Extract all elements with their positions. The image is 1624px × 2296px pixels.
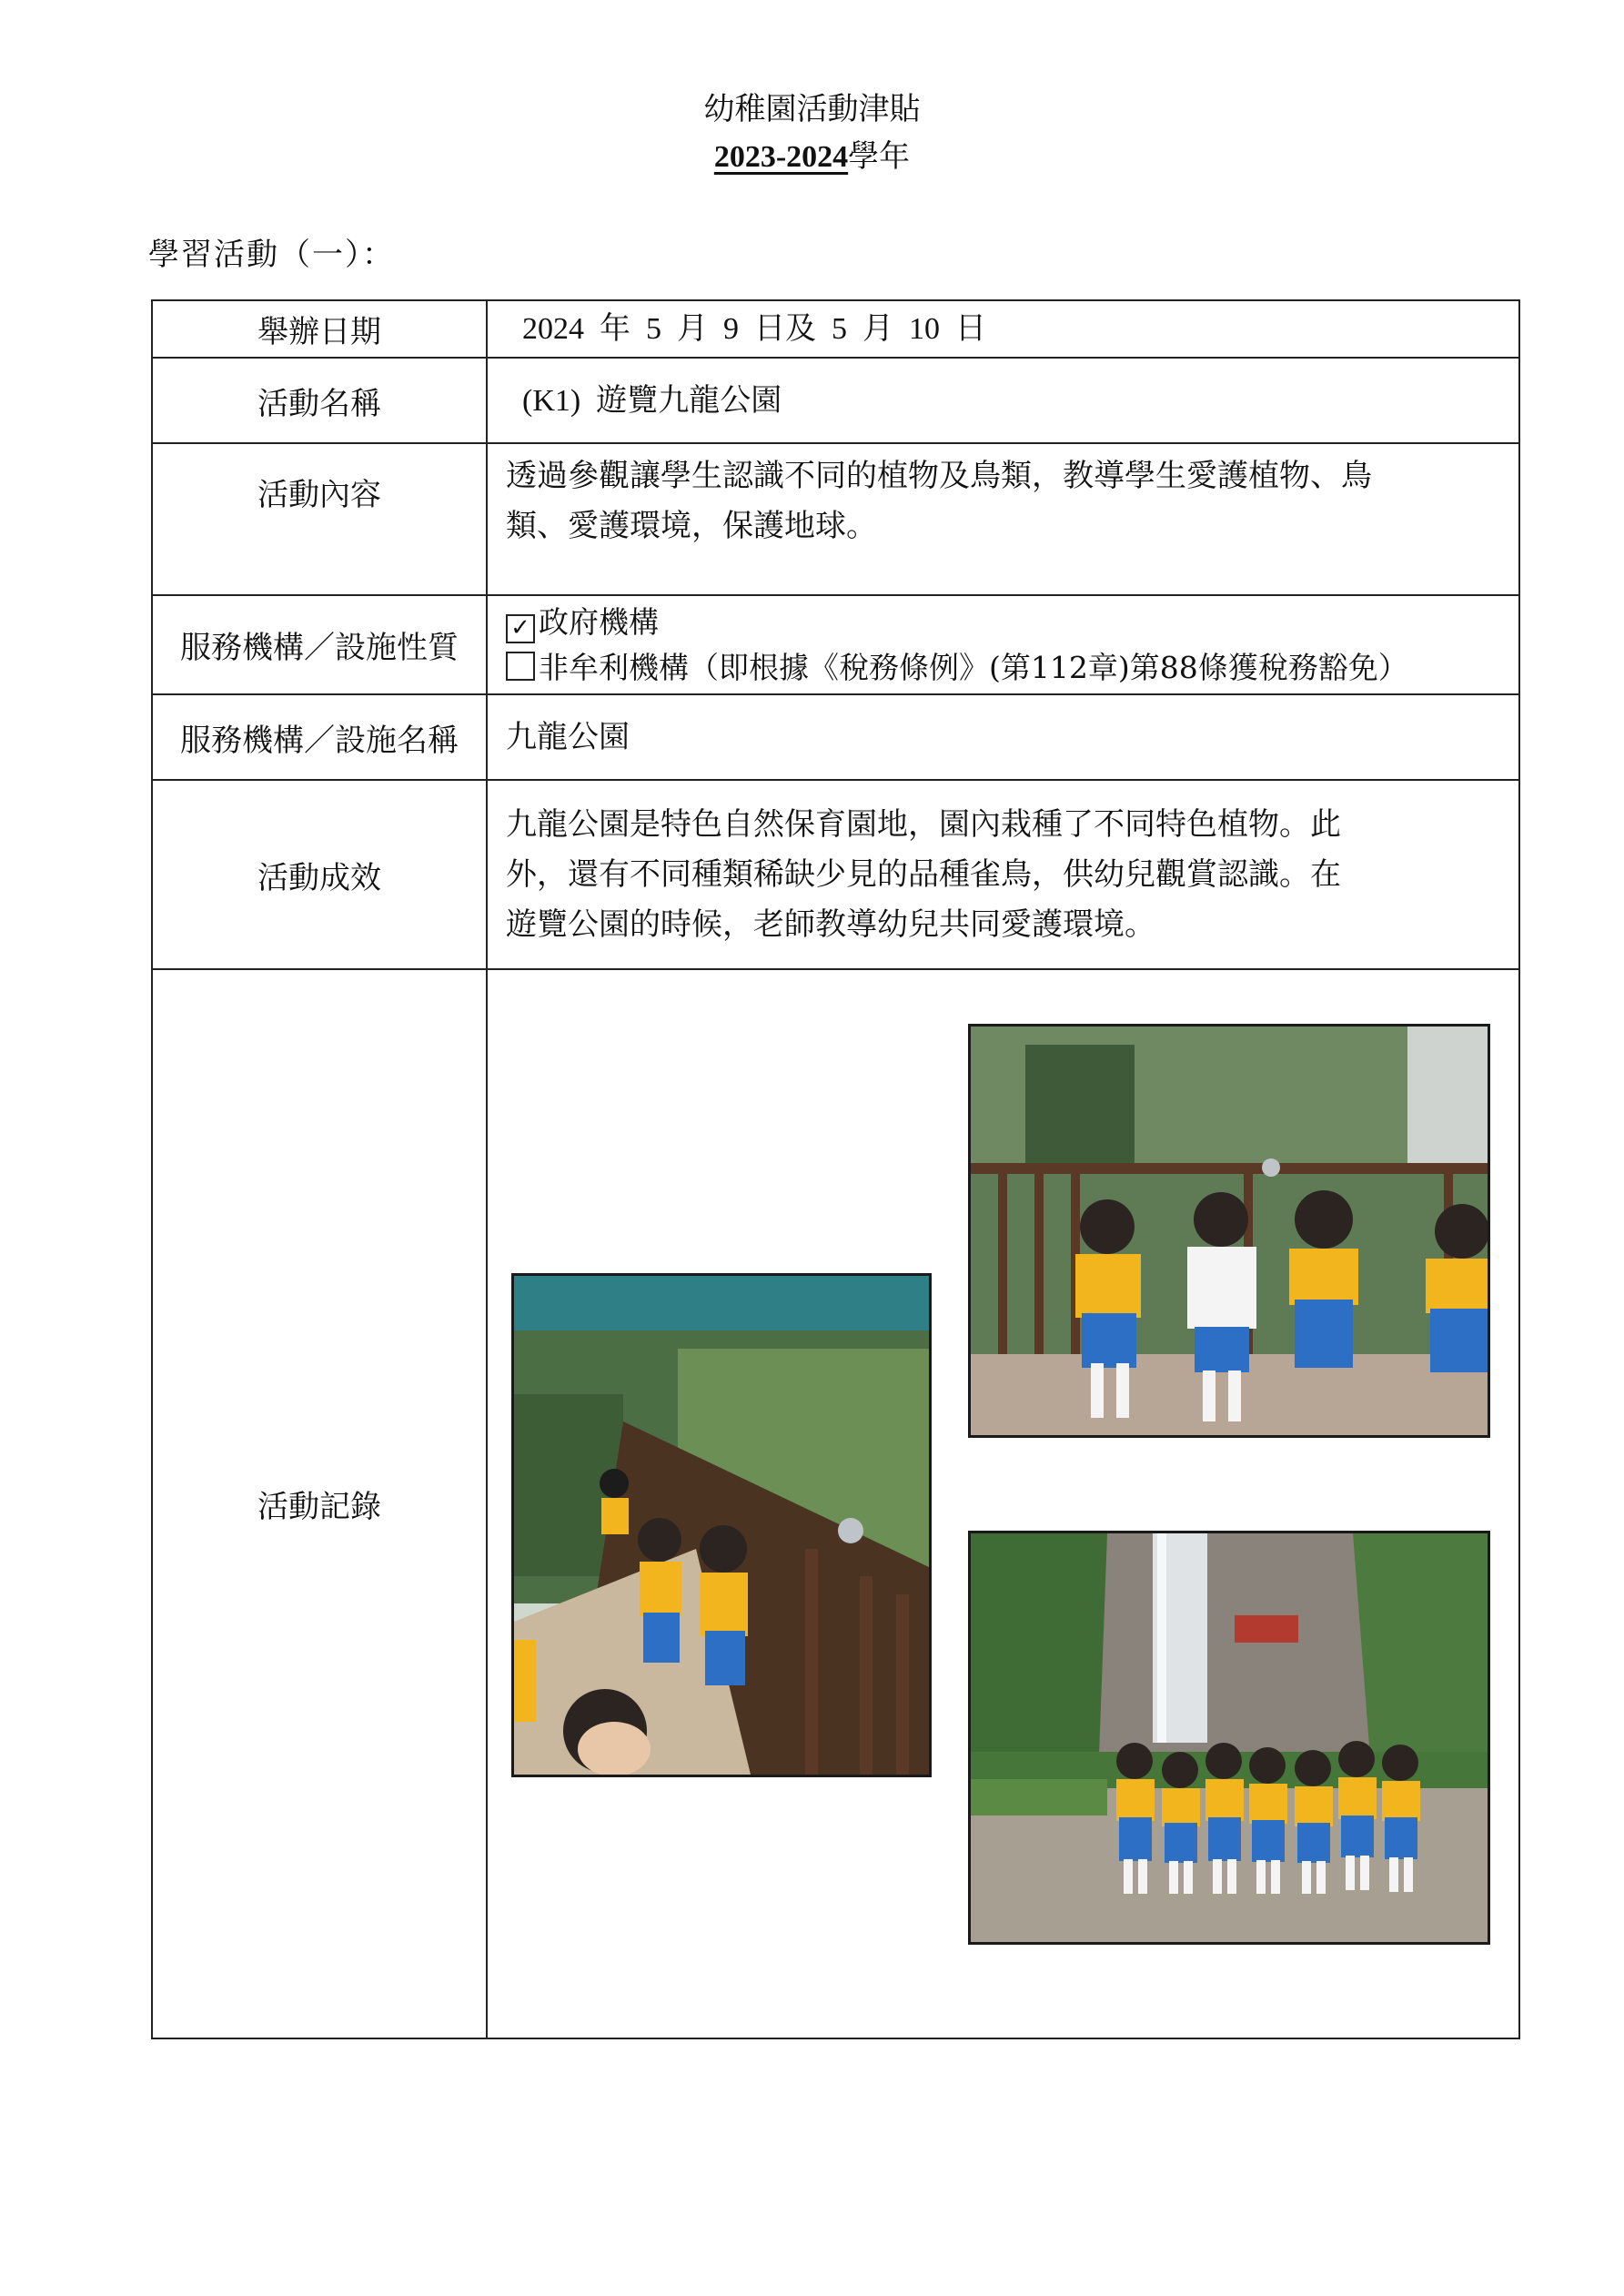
value-content: [487, 443, 1519, 595]
checkbox-checked-icon: ✓: [506, 614, 535, 643]
row-outcome: [152, 780, 1519, 969]
nature-option-nonprofit: [506, 645, 1500, 691]
value-name: (K1) 遊覽九龍公園: [487, 358, 1519, 443]
nature-option-nonprofit-text: 非牟利機構（即根據《稅務條例》(第112章)第88條獲稅務豁免）: [539, 649, 1408, 685]
school-year: [0, 131, 1624, 176]
school-year-suffix: 學年: [848, 138, 911, 175]
outcome-line-2: 外，還有不同種類稀缺少見的品種雀鳥，供幼兒觀賞認識。在: [506, 855, 1341, 893]
label-name: 活動名稱: [152, 358, 487, 443]
value-facility: 九龍公園: [487, 694, 1519, 780]
content-line-1: 透過參觀讓學生認識不同的植物及鳥類，教導學生愛護植物、鳥: [506, 458, 1372, 494]
outcome-line-1: 九龍公園是特色自然保育園地，園內栽種了不同特色植物。此: [506, 805, 1341, 843]
label-facility: 服務機構／設施名稱: [152, 694, 487, 780]
value-outcome: [487, 780, 1519, 969]
row-content: [152, 443, 1519, 595]
section-title: 學習活動（一）：: [148, 237, 395, 273]
activity-form-table: [151, 299, 1520, 2039]
document-title: 幼稚園活動津貼: [703, 91, 921, 127]
photo-children-at-aviary-railing: [511, 1273, 932, 1777]
label-date: 舉辦日期: [152, 300, 487, 358]
row-name: [152, 358, 1519, 443]
row-record: [152, 969, 1519, 2038]
school-year-value: 2023-2024: [713, 140, 849, 174]
nature-option-government: [506, 600, 1500, 645]
photo-four-children-at-railing: [968, 1024, 1490, 1438]
label-content: 活動內容: [152, 443, 487, 595]
content-line-2: 類、愛護環境，保護地球。: [506, 508, 877, 544]
label-record: 活動記錄: [152, 969, 487, 2038]
checkbox-empty-icon: [506, 652, 535, 681]
row-facility: [152, 694, 1519, 780]
value-date: 2024 年 5 月 9 日及 5 月 10 日: [487, 300, 1519, 358]
nature-option-government-text: 政府機構: [539, 603, 659, 640]
row-nature: [152, 595, 1519, 694]
record-photos: [487, 969, 1519, 2038]
label-outcome: 活動成效: [152, 780, 487, 969]
photo-group-at-waterfall: [968, 1531, 1490, 1945]
label-nature: 服務機構／設施性質: [152, 595, 487, 694]
outcome-line-3: 遊覽公園的時候，老師教導幼兒共同愛護環境。: [506, 905, 1155, 943]
row-date: [152, 300, 1519, 358]
value-nature: [487, 595, 1519, 694]
